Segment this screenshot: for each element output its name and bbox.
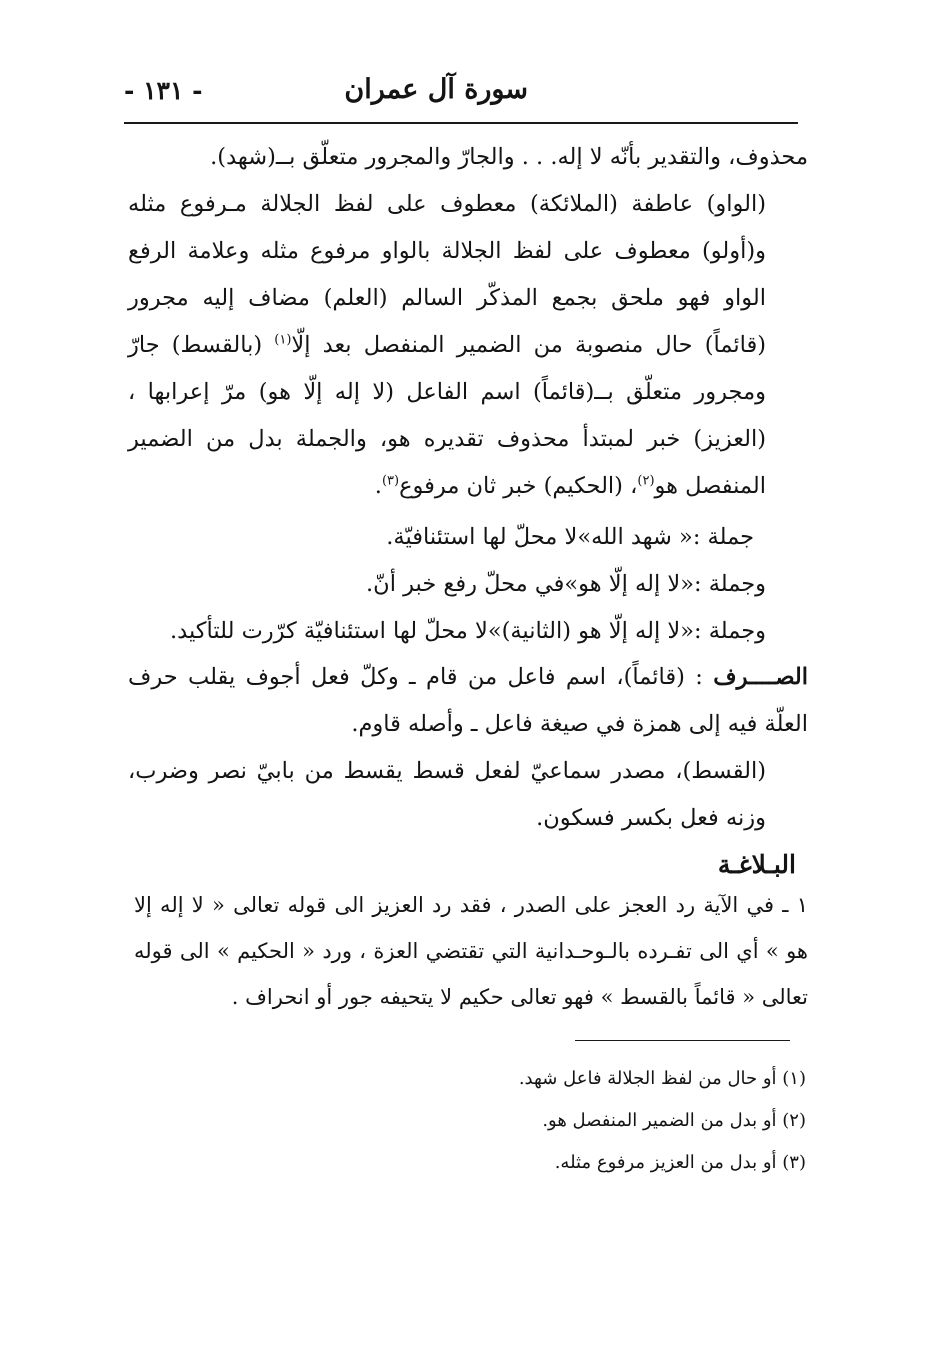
sarf-paragraph-2: (القسط)، مصدر سماعيّ لفعل قسط يقسط من بابيّ نصر وضرب، وزنه فعل بكسر فسكون. <box>128 758 766 831</box>
header-rule <box>124 122 798 124</box>
paragraph-2 <box>128 181 808 510</box>
sentences-section <box>128 514 808 655</box>
sarf-paragraph <box>128 654 808 748</box>
page-header <box>124 70 798 122</box>
footnote-ref-2: (٢) <box>637 473 655 489</box>
sarf-text-1: : (قائماً)، اسم فاعل من قام ـ وكلّ فعل أجوف يقلب حرف العلّة فيه إلى همزة في صيغة فاعل ـ وأصله قاوم. <box>128 664 808 737</box>
footnote-2: (٢) أو بدل من الضمير المنفصل هو. <box>542 1110 806 1131</box>
sentence-2: وجملة :«لا إله إلّا هو»في محلّ رفع خبر أنّ. <box>366 571 766 597</box>
paragraph-2-text: (الواو) عاطفة (الملائكة) معطوف على لفظ الجلالة مـرفوع مثله و(أولو) معطوف على لفظ الجلالة بالواو مرفوع مثله وعلامة الرفع الواو فهو ملحق بجمع المذكّر السالم (العلم) مضاف إليه مجرور (قائماً) حال منصوبة من الضمير المنفصل بعد إلّا <box>128 191 766 358</box>
sarf-section <box>128 654 808 842</box>
footnote-3: (٣) أو بدل من العزيز مرفوع مثله. <box>554 1152 806 1173</box>
footnote-1: (١) أو حال من لفظ الجلالة فاعل شهد. <box>518 1068 806 1089</box>
page-number: - ١٣١ - <box>124 76 203 105</box>
footnotes <box>300 1058 806 1184</box>
sentence-1: جملة :« شهد الله»لا محلّ لها استئنافيّة. <box>386 524 754 550</box>
irab-section <box>128 134 808 510</box>
paragraph-2-cont: (بالقسط) جارّ ومجرور متعلّق بــ(قائماً) اسم الفاعل (لا إله إلّا هو) مرّ إعرابها ، (العزيز) خبر لمبتدأ محذوف تقديره هو، والجملة بدل من الضمير المنفصل هو <box>128 332 766 499</box>
balagha-heading: البـلاغـة <box>717 850 796 879</box>
surah-title: سورة آل عمران <box>344 74 528 105</box>
sarf-label: الصــــرف <box>713 664 808 690</box>
balagha-text: ١ ـ في الآية رد العجز على الصدر ، فقد رد العزيز الى قوله تعالى « لا إله إلا هو » أي الى تفـرده بالـوحـدانية التي تقتضي العزة ، ورد « الحكيم » الى قوله تعالى « قائماً بالقسط » فهو تعالى حكيم لا يتحيفه جور أو انحراف . <box>134 893 808 1009</box>
paragraph-2-cont2: ، (الحكيم) خبر ثان مرفوع <box>399 473 638 499</box>
footnote-ref-3: (٣) <box>381 473 400 489</box>
sentence-3: وجملة :«لا إله إلّا هو (الثانية)»لا محلّ لها استئنافيّة كرّرت للتأكيد. <box>170 618 766 644</box>
footnote-rule <box>575 1040 790 1041</box>
paragraph-1: محذوف، والتقدير بأنّه لا إله. . . والجارّ والمجرور متعلّق بــ(شهد). <box>210 144 808 170</box>
paragraph-2-end: . <box>374 473 382 499</box>
footnote-ref-1: (١) <box>274 332 292 348</box>
